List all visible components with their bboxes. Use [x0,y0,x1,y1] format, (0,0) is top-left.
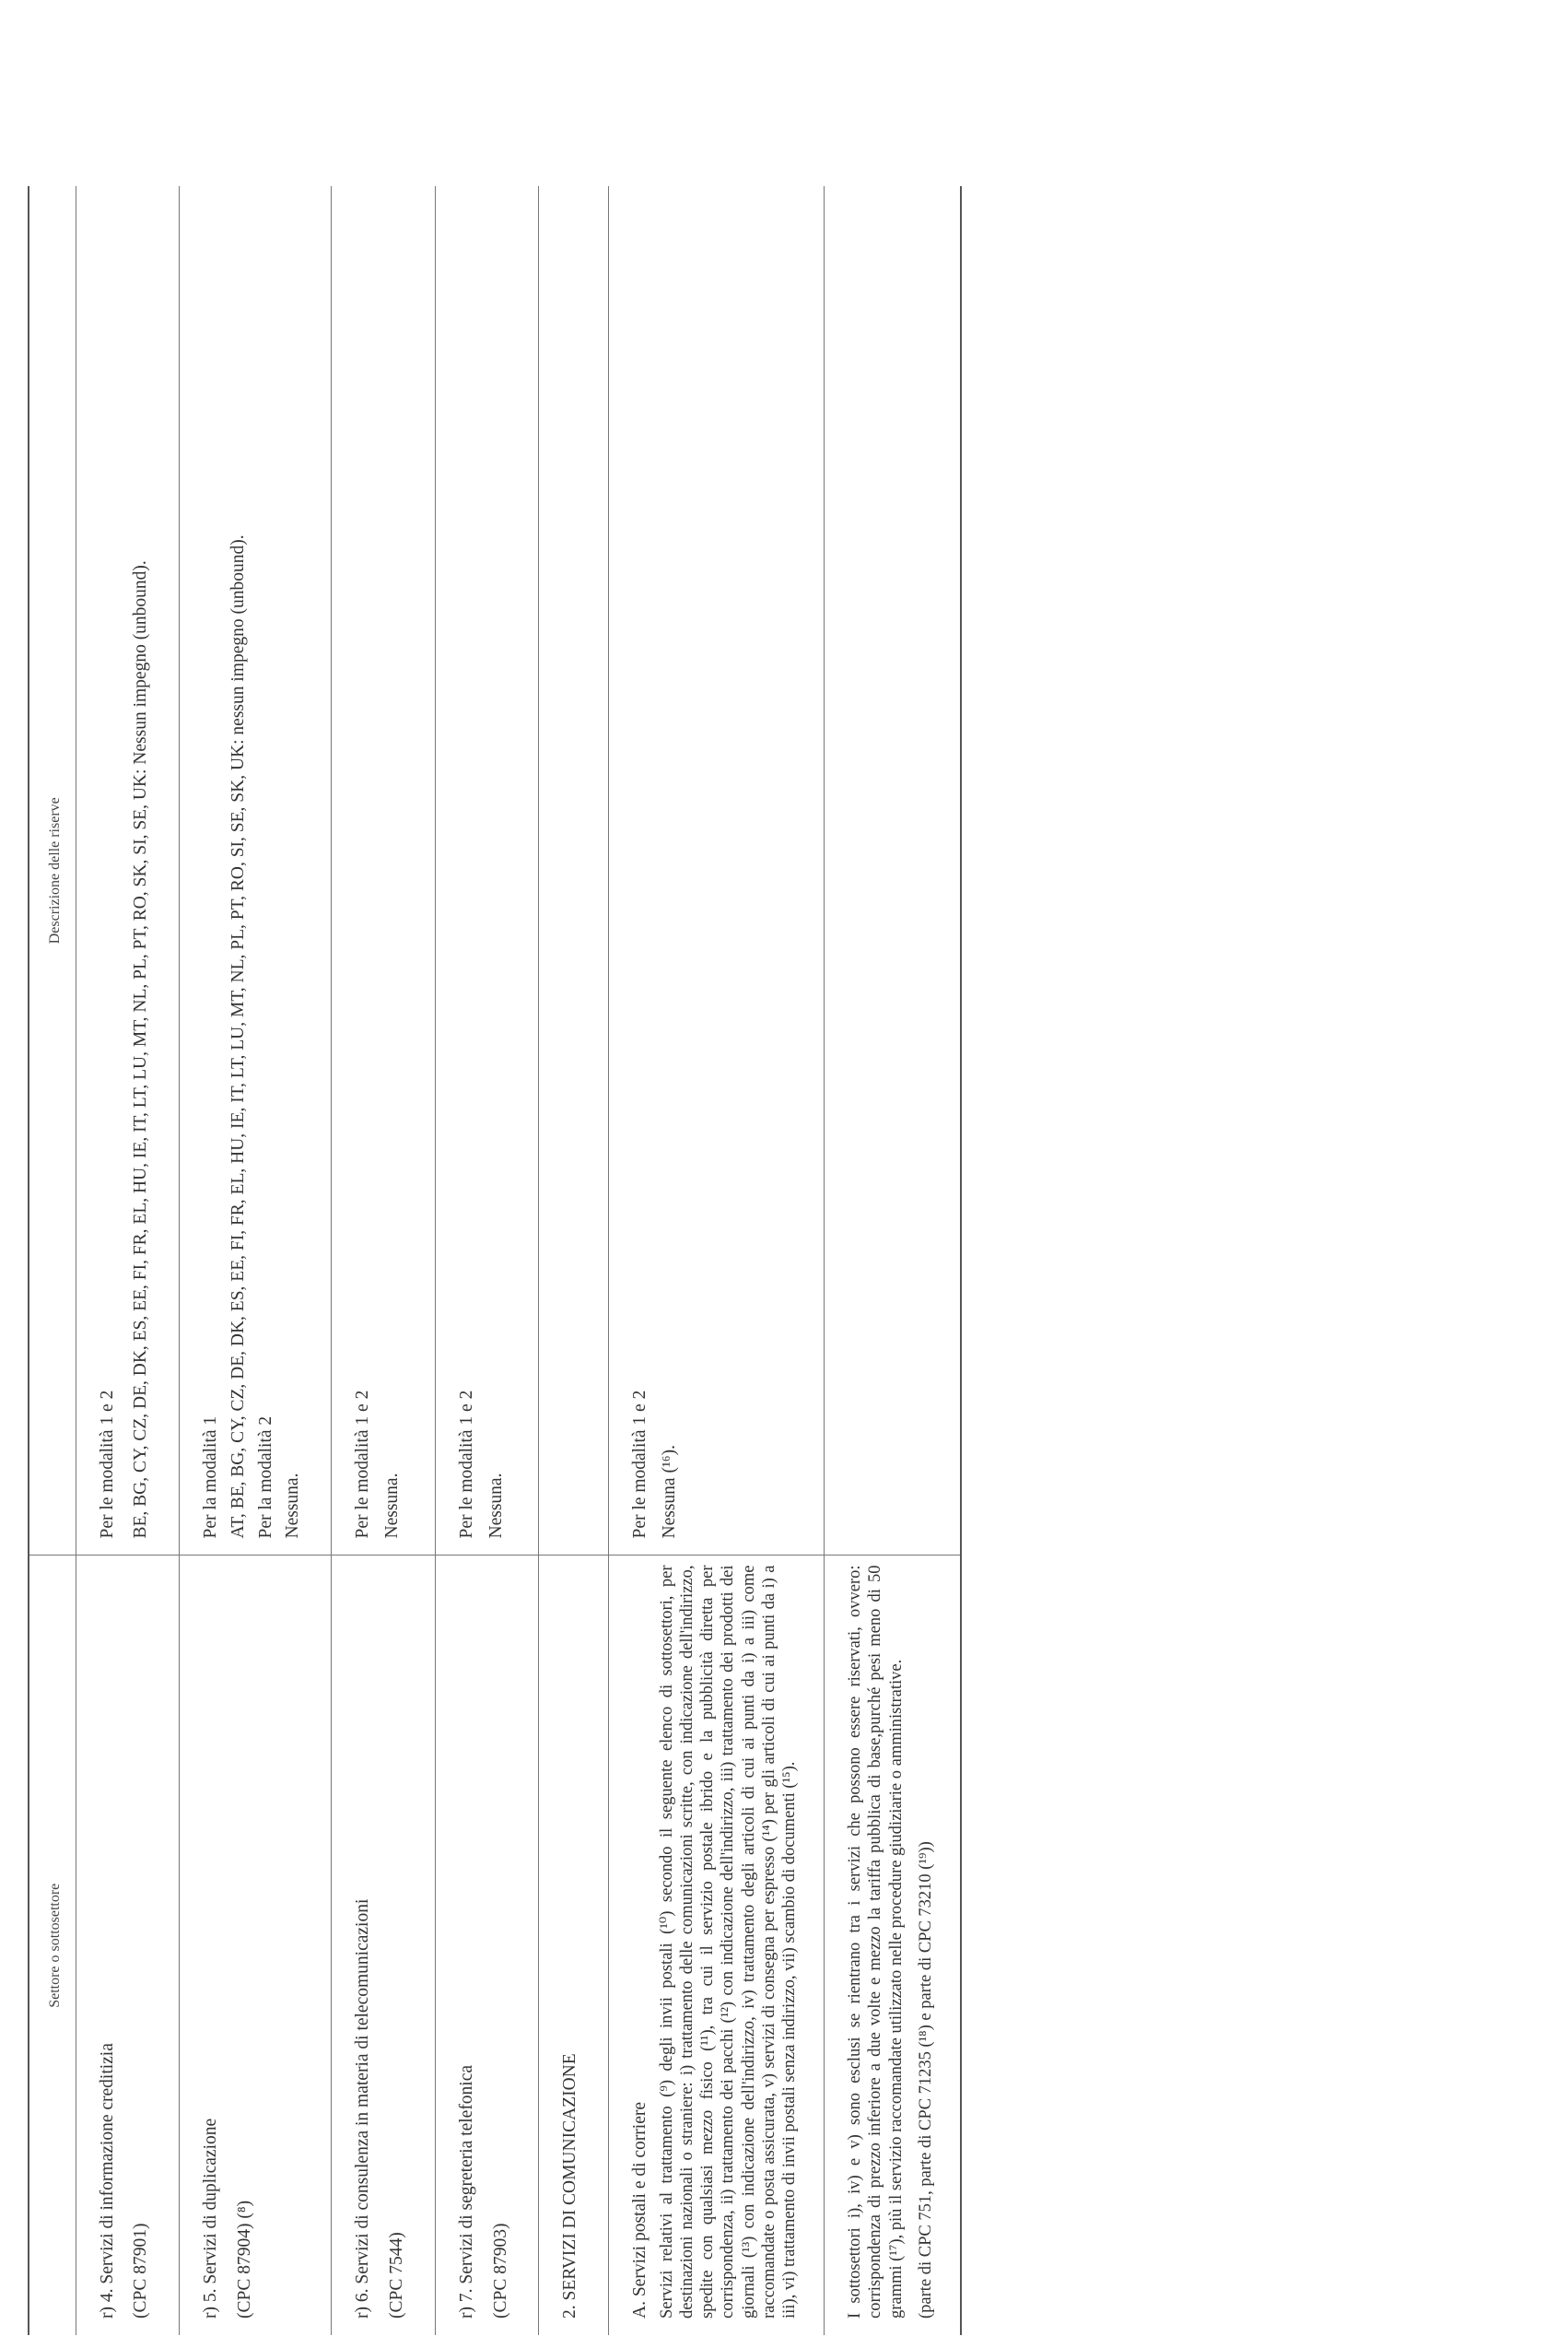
cpc-code: (CPC 87903) [490,2223,510,2319]
sector-title: r) 5. Servizi di duplicazione [201,2118,221,2319]
reservation-cell [609,186,825,1556]
mode-label: Per la modalità 1 [201,1415,221,1539]
table-row [76,186,180,2335]
table-row [180,186,332,2335]
sector-title: A. Servizi postali e di corriere [630,2102,650,2319]
mode-label: Per le modalità 1 e 2 [456,1390,476,1539]
mode-label: Per le modalità 1 e 2 [97,1390,117,1539]
sector-cell [609,1556,825,2335]
reservations-column-header: Descrizione delle riserve [29,186,76,1556]
table-header-row [29,186,76,2335]
reservation-cell [539,186,609,1556]
reservation-text: Nessuna. [486,1473,506,1539]
reservation-cell [435,186,539,1556]
sector-cell [76,1556,180,2335]
cpc-code: (CPC 87901) [131,2223,151,2319]
table-row [825,186,961,2335]
table-row [435,186,539,2335]
reservation-text: AT, BE, BG, CY, CZ, DE, DK, ES, EE, FI, FR, EL, HU, IE, IT, LT, LU, MT, NL, PL, PT, RO, SI, SE, SK, UK: nessun impegno (unbound). [228,534,248,1539]
cpc-code: (CPC 7544) [386,2232,406,2319]
reservation-text: Nessuna. [381,1473,402,1539]
sector-description: Servizi relativi al trattamento (⁹) degli invii postali (¹⁰) secondo il seguente elenco di sottosettori, per destinazioni nazionali o straniere: i) trattamento delle comunicazioni scritte, con indicazione dell'indirizzo, spedite con qualsiasi mezzo fisico (¹¹), tra cui il servizio postale ibrido e la pubblicità diretta per corrispondenza, ii) trattamento dei pacchi (¹²) con indicazione dell'indirizzo, iii) trattamento dei prodotti dei giornali (¹³) con indicazione dell'indirizzo, iv) trattamento degli articoli di cui ai punti da i) a iii) come raccomandate o posta assicurata, v) servizi di consegna per espresso (¹⁴) per gli articoli di cui ai punti da i) a iii), vi) trattamento di invii postali senza indirizzo, vii) scambio di documenti (¹⁵). [657,1565,800,2319]
reservation-text: BE, BG, CY, CZ, DE, DK, ES, EE, FI, FR, EL, HU, IE, IT, LT, LU, MT, NL, PL, PT, RO, SK, SI, SE, UK: Nessun impegno (unbound). [131,560,151,1539]
reservation-cell [76,186,180,1556]
sector-title: r) 6. Servizi di consulenza in materia di telecomunicazioni [353,1898,373,2319]
sector-cell [332,1556,436,2335]
sector-cell [539,1556,609,2335]
sector-cell [825,1556,961,2335]
sector-title: r) 4. Servizi di informazione creditizia [97,2043,117,2319]
table-row [332,186,436,2335]
sector-cell [435,1556,539,2335]
mode-label: Per le modalità 1 e 2 [630,1390,650,1539]
sector-column-header: Settore o sottosettore [29,1556,76,2335]
reservation-cell [180,186,332,1556]
reservation-text: Nessuna (¹⁶). [659,1445,679,1539]
mode-label: Per le modalità 1 e 2 [353,1390,373,1539]
cpc-code: (CPC 87904) (⁸) [234,2200,254,2319]
sector-cell [180,1556,332,2335]
reservation-cell [825,186,961,1556]
cpc-code: (parte di CPC 751, parte di CPC 71235 (¹⁸) e parte di CPC 73210 (¹⁹)) [916,1841,935,2319]
section-heading: 2. SERVIZI DI COMUNICAZIONE [560,2053,580,2319]
table-row [609,186,825,2335]
sector-note: I sottosettori i), iv) e v) sono esclusi se rientrano tra i servizi che possono essere riservati, ovvero: corrispondenza di prezzo inferiore a due volte e mezzo la tariffa pubblica di base,purché pesi meno di 50 grammi (¹⁷), più il servizio raccomandate utilizzato nelle procedure giudiziarie o amministrative. [846,1565,906,2319]
reservation-text: Nessuna. [283,1473,303,1539]
mode-label: Per la modalità 2 [255,1415,275,1539]
sector-title: r) 7. Servizi di segreteria telefonica [456,2064,476,2319]
reservation-cell [332,186,436,1556]
reservations-table [28,186,962,2335]
table-row [539,186,609,2335]
